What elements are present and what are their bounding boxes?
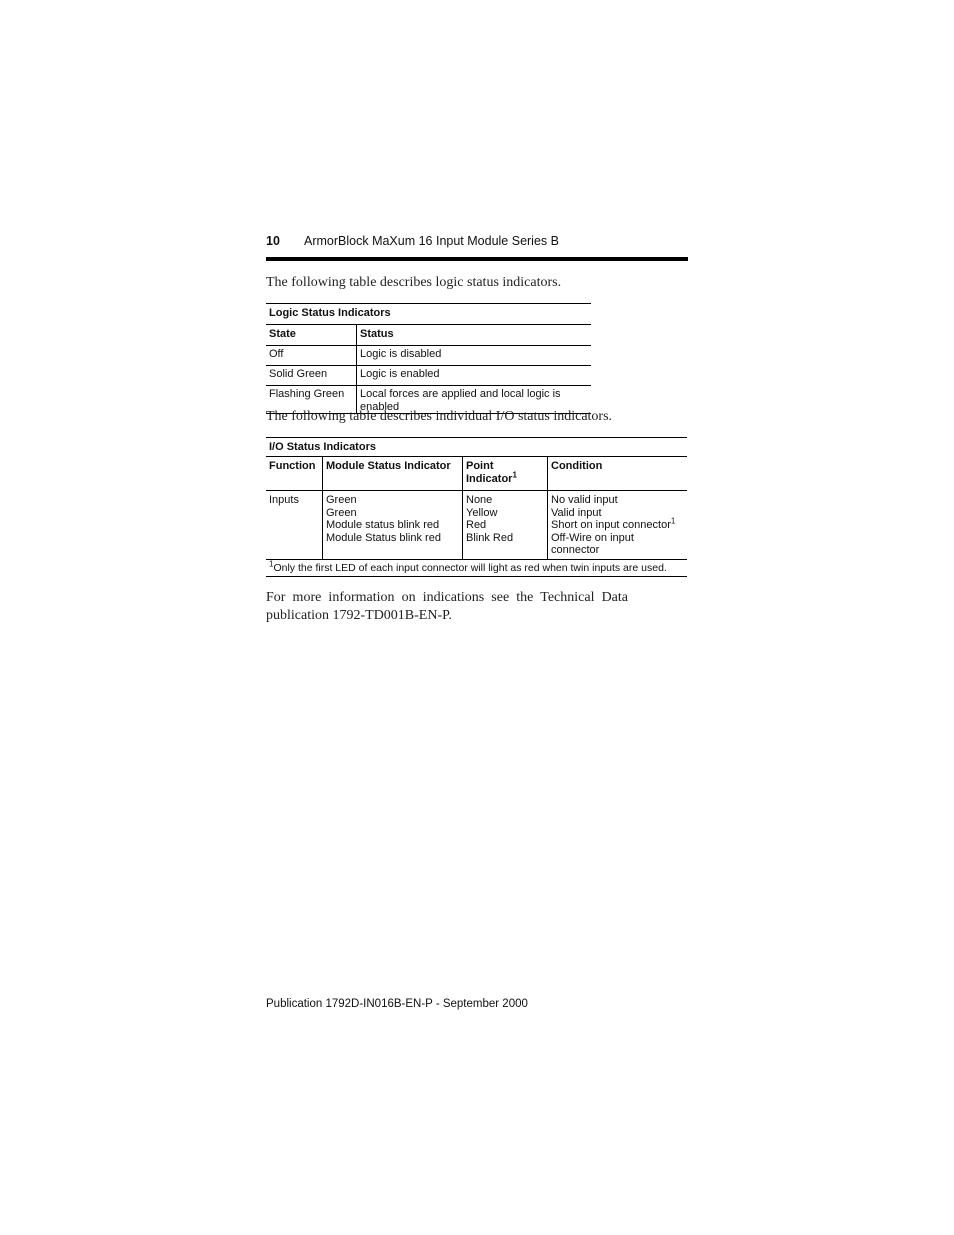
- header-point-indicator: [463, 457, 548, 491]
- header-status: Status: [357, 325, 592, 346]
- header-condition: Condition: [548, 457, 688, 491]
- point-line: Yellow: [466, 506, 498, 519]
- table-row: [266, 366, 591, 386]
- module-status-line: Module Status blink red: [326, 531, 441, 544]
- logic-status-table: [266, 303, 591, 414]
- state-cell: Off: [266, 346, 357, 366]
- page-header: [266, 234, 687, 248]
- condition-line: Valid input: [551, 506, 602, 519]
- state-cell: Flashing Green: [266, 386, 357, 414]
- table-footnote: [266, 559, 687, 577]
- page-number: 10: [266, 234, 280, 248]
- table-row: [266, 491, 687, 560]
- status-cell: Logic is disabled: [357, 346, 592, 366]
- page-footer: Publication 1792D-IN016B-EN-P - September 2000: [266, 998, 528, 1010]
- module-status-line: Green: [326, 506, 357, 519]
- more-info-paragraph: For more information on indications see the Technical Data publication 1792-TD001B-EN-P.: [266, 590, 628, 623]
- header-point-line1: Point: [466, 460, 494, 472]
- logic-table-intro: The following table describes logic status indicators.: [266, 275, 562, 290]
- document-title: ArmorBlock MaXum 16 Input Module Series B: [304, 234, 559, 248]
- point-indicator-cell: [463, 491, 548, 560]
- function-cell: Inputs: [266, 491, 323, 560]
- condition-text: Short on input connector: [551, 519, 671, 531]
- state-cell: Solid Green: [266, 366, 357, 386]
- header-point-line2: Indicator: [466, 472, 513, 485]
- status-cell: Logic is enabled: [357, 366, 592, 386]
- condition-cell: [548, 491, 688, 560]
- point-line: None: [466, 494, 493, 506]
- footnote-mark: 1: [269, 559, 274, 568]
- table-row: [266, 346, 591, 366]
- header-state: State: [266, 325, 357, 346]
- footnote-ref: 1: [512, 469, 517, 479]
- header-module-status: Module Status Indicator: [323, 457, 463, 491]
- point-line: Blink Red: [466, 531, 514, 544]
- io-table-intro: The following table describes individual I/O status indicators.: [266, 409, 613, 424]
- header-function: Function: [266, 457, 323, 491]
- module-status-line: Module status blink red: [326, 519, 440, 531]
- condition-line: Off-Wire on input connector: [551, 531, 634, 556]
- status-cell: Local forces are applied and local logic is enabled: [357, 386, 592, 414]
- module-status-cell: [323, 491, 463, 560]
- condition-line: No valid input: [551, 494, 618, 506]
- point-line: Red: [466, 519, 487, 531]
- footnote-text: Only the first LED of each input connector will light as red when twin inputs are used.: [273, 561, 667, 574]
- module-status-line: Green: [326, 494, 357, 506]
- condition-line: [551, 516, 684, 532]
- header-rule: [266, 257, 688, 261]
- io-table-caption: I/O Status Indicators: [266, 438, 687, 457]
- logic-table-caption: Logic Status Indicators: [266, 304, 591, 325]
- footnote-ref: 1: [670, 516, 676, 526]
- io-status-table: [266, 437, 687, 577]
